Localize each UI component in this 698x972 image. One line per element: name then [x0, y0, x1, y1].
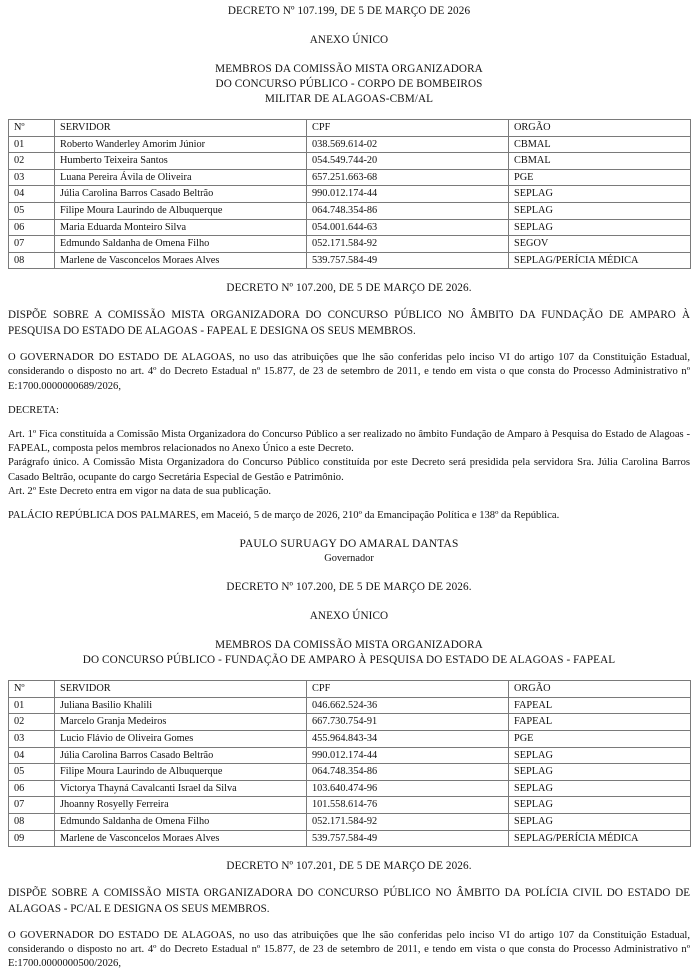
- table-row: [9, 747, 691, 764]
- cell-cpf: 101.558.614-76: [307, 797, 509, 814]
- spacer: [8, 418, 690, 428]
- cell-servidor: Roberto Wanderley Amorim Júnior: [55, 136, 307, 153]
- cell-servidor: Marlene de Vasconcelos Moraes Alves: [55, 830, 307, 847]
- cell-servidor: Filipe Moura Laurindo de Albuquerque: [55, 764, 307, 781]
- annex-decree-heading-107200: DECRETO Nº 107.200, DE 5 DE MARÇO DE 2026.: [226, 581, 472, 594]
- column-header-orgao: ORGÃO: [509, 681, 691, 698]
- cell-servidor: Lucio Flávio de Oliveira Gomes: [55, 730, 307, 747]
- column-header-servidor: SERVIDOR: [55, 681, 307, 698]
- cell-cpf: 038.569.614-02: [307, 136, 509, 153]
- article-1-107200: Art. 1º Fica constituída a Comissão Mista Organizadora do Concurso Público a ser realizado no âmbito Fundação de Amparo à Pesquisa do Estado de Alagoas - FAPEAL, composta pelos membros relacionados no Anexo Único a este Decreto.: [8, 428, 690, 455]
- ementa-107200: DISPÕE SOBRE A COMISSÃO MISTA ORGANIZADORA DO CONCURSO PÚBLICO NO ÂMBITO DA FUNDAÇÃO DE AMPARO À PESQUISA DO ESTADO DE ALAGOAS - FAPEAL E DESIGNA OS SEUS MEMBROS.: [8, 309, 690, 337]
- spacer: [8, 394, 690, 404]
- annex-title-2-line2: DO CONCURSO PÚBLICO - FUNDAÇÃO DE AMPARO À PESQUISA DO ESTADO DE ALAGOAS - FAPEAL: [82, 654, 616, 667]
- preamble-107200: O GOVERNADOR DO ESTADO DE ALAGOAS, no uso das atribuições que lhe são conferidas pelo inciso VI do artigo 107 da Constituição Estadual, considerando o disposto no art. 4º do Decreto Estadual nº 15.877, de 23 de setembro de 2011, e tendo em vista o que consta do Processo Administrativo nº E:1700.0000000689/2026,: [8, 352, 690, 392]
- cell-cpf: 539.757.584-49: [307, 830, 509, 847]
- cell-numero: 04: [9, 747, 55, 764]
- cell-servidor: Victorya Thayná Cavalcanti Israel da Silva: [55, 780, 307, 797]
- column-header-numero: Nº: [9, 120, 55, 137]
- table-row: [9, 202, 691, 219]
- cell-numero: 06: [9, 219, 55, 236]
- cell-servidor: Jhoanny Rosyelly Ferreira: [55, 797, 307, 814]
- signature-name-107200: PAULO SURUAGY DO AMARAL DANTAS: [239, 538, 459, 551]
- cell-orgao: SEPLAG: [509, 747, 691, 764]
- cell-servidor: Edmundo Saldanha de Omena Filho: [55, 236, 307, 253]
- cell-orgao: SEPLAG: [509, 202, 691, 219]
- signature-role-107200: Governador: [324, 553, 374, 565]
- cell-servidor: Júlia Carolina Barros Casado Beltrão: [55, 747, 307, 764]
- annex-title-1-line3: MILITAR DE ALAGOAS-CBM/AL: [264, 93, 434, 105]
- column-header-cpf: CPF: [307, 681, 509, 698]
- table-row: [9, 797, 691, 814]
- cell-servidor: Humberto Teixeira Santos: [55, 153, 307, 170]
- cell-numero: 03: [9, 169, 55, 186]
- cell-orgao: CBMAL: [509, 153, 691, 170]
- cell-cpf: 455.964.843-34: [307, 730, 509, 747]
- cell-cpf: 052.171.584-92: [307, 236, 509, 253]
- table-row: [9, 236, 691, 253]
- table-row: [9, 186, 691, 203]
- annex-title-2-line1: MEMBROS DA COMISSÃO MISTA ORGANIZADORA: [215, 639, 483, 652]
- cell-numero: 05: [9, 764, 55, 781]
- ementa-107201: DISPÕE SOBRE A COMISSÃO MISTA ORGANIZADORA DO CONCURSO PÚBLICO NO ÂMBITO DA POLÍCIA CIVIL DO ESTADO DE ALAGOAS - PC/AL E DESIGNA OS SEUS MEMBROS.: [8, 887, 690, 915]
- table-header-row: [9, 681, 691, 698]
- cell-orgao: PGE: [509, 730, 691, 747]
- column-header-servidor: SERVIDOR: [55, 120, 307, 137]
- cell-orgao: SEPLAG: [509, 813, 691, 830]
- paragrafo-unico-107200: Parágrafo único. A Comissão Mista Organizadora do Concurso Público constituída por este Decreto será presidida pela servidora Sra. Júlia Carolina Barros Casado Beltrão, ocupante do cargo Secretária Especial de Gestão e Patrimônio.: [8, 457, 690, 483]
- cell-orgao: SEPLAG/PERÍCIA MÉDICA: [509, 830, 691, 847]
- decree-heading-107200: DECRETO Nº 107.200, DE 5 DE MARÇO DE 2026.: [226, 282, 472, 295]
- spacer: [8, 566, 690, 580]
- table-row: [9, 169, 691, 186]
- cell-numero: 08: [9, 813, 55, 830]
- palacio-line-107200: PALÁCIO REPÚBLICA DOS PALMARES, em Maceió, 5 de março de 2026, 210º da Emancipação Política e 138º da República.: [8, 509, 560, 521]
- cell-orgao: SEPLAG/PERÍCIA MÉDICA: [509, 252, 691, 269]
- decree-heading-107199: DECRETO Nº 107.199, DE 5 DE MARÇO DE 2026: [227, 5, 471, 17]
- annex-label-2: ANEXO ÚNICO: [309, 610, 389, 623]
- cell-servidor: Júlia Carolina Barros Casado Beltrão: [55, 186, 307, 203]
- cell-numero: 08: [9, 252, 55, 269]
- cell-numero: 09: [9, 830, 55, 847]
- spacer: [8, 339, 690, 351]
- cell-cpf: 667.730.754-91: [307, 714, 509, 731]
- decree-heading-107201: DECRETO Nº 107.201, DE 5 DE MARÇO DE 2026.: [226, 860, 472, 873]
- cell-cpf: 103.640.474-96: [307, 780, 509, 797]
- cell-numero: 03: [9, 730, 55, 747]
- cell-orgao: SEPLAG: [509, 219, 691, 236]
- annex-title-1-line1: MEMBROS DA COMISSÃO MISTA ORGANIZADORA: [215, 63, 483, 75]
- cell-numero: 02: [9, 153, 55, 170]
- cell-cpf: 046.662.524-36: [307, 697, 509, 714]
- spacer: [8, 917, 690, 929]
- spacer: [8, 595, 690, 609]
- spacer: [8, 296, 690, 308]
- cell-servidor: Marcelo Granja Medeiros: [55, 714, 307, 731]
- cell-numero: 06: [9, 780, 55, 797]
- spacer: [8, 107, 690, 119]
- cell-numero: 07: [9, 236, 55, 253]
- spacer: [8, 874, 690, 886]
- decreta-label-107200: DECRETA:: [8, 404, 59, 416]
- spacer: [8, 847, 690, 859]
- cell-servidor: Filipe Moura Laurindo de Albuquerque: [55, 202, 307, 219]
- spacer: [8, 668, 690, 680]
- cell-cpf: 657.251.663-68: [307, 169, 509, 186]
- table-row: [9, 830, 691, 847]
- cell-orgao: SEPLAG: [509, 186, 691, 203]
- cell-servidor: Juliana Basilio Khalili: [55, 697, 307, 714]
- cell-numero: 01: [9, 136, 55, 153]
- table-row: [9, 252, 691, 269]
- cell-orgao: PGE: [509, 169, 691, 186]
- cell-orgao: FAPEAL: [509, 697, 691, 714]
- cell-cpf: 990.012.174-44: [307, 186, 509, 203]
- spacer: [8, 48, 690, 62]
- cell-numero: 02: [9, 714, 55, 731]
- cell-servidor: Maria Eduarda Monteiro Silva: [55, 219, 307, 236]
- table-row: [9, 764, 691, 781]
- spacer: [8, 624, 690, 638]
- article-2-107200: Art. 2º Este Decreto entra em vigor na data de sua publicação.: [8, 485, 272, 497]
- cell-numero: 07: [9, 797, 55, 814]
- cell-orgao: CBMAL: [509, 136, 691, 153]
- cell-cpf: 064.748.354-86: [307, 764, 509, 781]
- cell-cpf: 054.549.744-20: [307, 153, 509, 170]
- table-row: [9, 714, 691, 731]
- cell-numero: 05: [9, 202, 55, 219]
- spacer: [8, 499, 690, 509]
- cell-servidor: Edmundo Saldanha de Omena Filho: [55, 813, 307, 830]
- cell-numero: 01: [9, 697, 55, 714]
- column-header-cpf: CPF: [307, 120, 509, 137]
- cell-servidor: Luana Pereira Ávila de Oliveira: [55, 169, 307, 186]
- cell-numero: 04: [9, 186, 55, 203]
- cell-cpf: 064.748.354-86: [307, 202, 509, 219]
- cell-cpf: 052.171.584-92: [307, 813, 509, 830]
- preamble-107201: O GOVERNADOR DO ESTADO DE ALAGOAS, no uso das atribuições que lhe são conferidas pelo inciso VI do artigo 107 da Constituição Estadual, considerando o disposto no art. 4º do Decreto Estadual nº 15.877, de 23 de setembro de 2011, e tendo em vista o que consta do Processo Administrativo nº E:1700.0000000500/2026,: [8, 929, 690, 970]
- cell-cpf: 990.012.174-44: [307, 747, 509, 764]
- table-row: [9, 813, 691, 830]
- column-header-numero: Nº: [9, 681, 55, 698]
- table-row: [9, 153, 691, 170]
- cell-servidor: Marlene de Vasconcelos Moraes Alves: [55, 252, 307, 269]
- cell-cpf: 054.001.644-63: [307, 219, 509, 236]
- spacer: [8, 269, 690, 281]
- cell-orgao: SEPLAG: [509, 797, 691, 814]
- spacer: [8, 19, 690, 33]
- members-table-cbmal: [8, 119, 691, 269]
- table-row: [9, 136, 691, 153]
- cell-orgao: SEGOV: [509, 236, 691, 253]
- annex-title-1-line2: DO CONCURSO PÚBLICO - CORPO DE BOMBEIROS: [215, 78, 483, 90]
- cell-orgao: SEPLAG: [509, 780, 691, 797]
- column-header-orgao: ORGÃO: [509, 120, 691, 137]
- members-table-fapeal: [8, 680, 691, 847]
- table-row: [9, 219, 691, 236]
- cell-orgao: SEPLAG: [509, 764, 691, 781]
- table-header-row: [9, 120, 691, 137]
- annex-label-1: ANEXO ÚNICO: [309, 34, 389, 46]
- spacer: [8, 523, 690, 537]
- table-row: [9, 697, 691, 714]
- cell-cpf: 539.757.584-49: [307, 252, 509, 269]
- cell-orgao: FAPEAL: [509, 714, 691, 731]
- table-row: [9, 780, 691, 797]
- table-row: [9, 730, 691, 747]
